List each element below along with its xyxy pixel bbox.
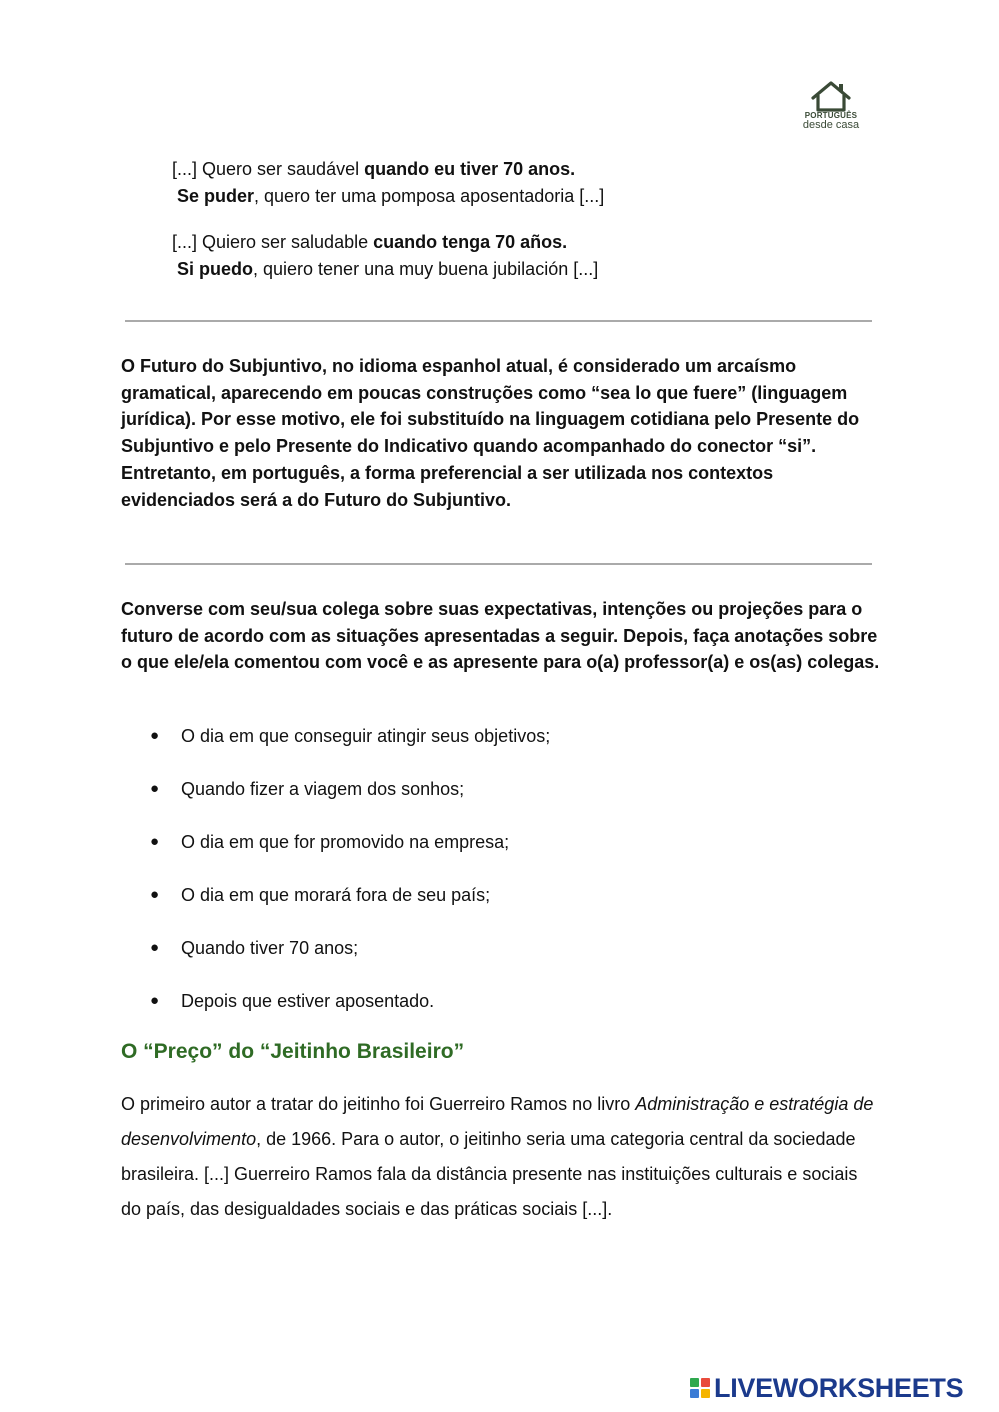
divider-1 [125, 320, 872, 322]
paragraph-text-1: O primeiro autor a tratar do jeitinho foi Guerreiro Ramos no livro [121, 1094, 636, 1114]
list-item [150, 987, 550, 1040]
logo-line-2: desde casa [802, 119, 860, 131]
paragraph-text-2: , de 1966. Para o autor, o jeitinho seria uma categoria central da sociedade brasileira. [...] Guerreiro Ramos fala da distância presente nas instituições culturais e sociais do país, das desigualdades sociais e das práticas sociais [...]. [121, 1129, 858, 1219]
quote-es-emphasis: cuando tenga 70 años. [373, 232, 568, 252]
bullet-icon: ● [150, 780, 160, 797]
bullet-icon: ● [150, 939, 160, 956]
mark-square [701, 1389, 710, 1398]
list-item [150, 722, 550, 775]
list-item-text: Quando tiver 70 anos; [181, 938, 359, 958]
activity-instructions: Converse com seu/sua colega sobre suas expectativas, intenções ou projeções para o futuro de acordo com as situações apresentadas a seguir. Depois, faça anotações sobre o que ele/ela comentou com você e as apresente para o(a) professor(a) e os(as) colegas. [121, 599, 880, 673]
quote-es-line-2 [172, 256, 598, 283]
divider-2 [125, 563, 872, 565]
quote-pt-line-1 [172, 156, 604, 183]
list-item-text: O dia em que conseguir atingir seus objetivos; [181, 726, 551, 746]
logo-line-1: PORTUGUÊS [804, 111, 858, 120]
quote-pt-emphasis-2: Se puder [177, 186, 255, 206]
bullet-icon: ● [150, 992, 160, 1009]
list-item [150, 934, 550, 987]
mark-square [690, 1389, 699, 1398]
quote-portuguese [172, 156, 604, 210]
grammar-note: O Futuro do Subjuntivo, no idioma espanhol atual, é considerado um arcaísmo gramatical, aparecendo em poucas construções como “sea lo que fuere” (linguagem jurídica). Por esse motivo, ele foi substituído na linguagem cotidiana pelo Presente do Subjuntivo e pelo Presente do Indicativo quando acompanhado do conector “si”. Entretanto, em português, a forma preferencial a ser utilizada nos contextos evidenciados será a do Futuro do Subjuntivo. [121, 356, 860, 510]
quote-es-text-2: , quiero tener una muy buena jubilación [...] [253, 259, 599, 279]
liveworksheets-logo [690, 1370, 963, 1406]
bullet-icon: ● [150, 833, 160, 850]
house-icon [809, 80, 853, 112]
quote-pt-text-2: , quero ter uma pomposa aposentadoria [...] [254, 186, 605, 206]
quote-es-emphasis-2: Si puedo [177, 259, 253, 279]
quote-es-line-1 [172, 229, 598, 256]
liveworksheets-wordmark: LIVEWORKSHEETS [714, 1372, 964, 1403]
list-item [150, 775, 550, 828]
situations-list [150, 722, 550, 1040]
list-item-text: Quando fizer a viagem dos sonhos; [181, 779, 465, 799]
book-title: Administração e estratégia de desenvolvimento [121, 1094, 874, 1149]
list-item [150, 881, 550, 934]
quote-spanish [172, 229, 598, 283]
list-item-text: O dia em que for promovido na empresa; [181, 832, 510, 852]
quote-es-text: [...] Quiero ser saludable [172, 232, 374, 252]
mark-square [701, 1378, 710, 1387]
bullet-icon: ● [150, 886, 160, 903]
list-item-text: Depois que estiver aposentado. [181, 991, 435, 1011]
section-title: O “Preço” do “Jeitinho Brasileiro” [121, 1040, 465, 1063]
liveworksheets-mark-icon [690, 1378, 710, 1398]
mark-square [690, 1378, 699, 1387]
quote-pt-emphasis: quando eu tiver 70 anos. [364, 159, 576, 179]
list-item-text: O dia em que morará fora de seu país; [181, 885, 491, 905]
quote-pt-text: [...] Quero ser saudável [172, 159, 365, 179]
list-item [150, 828, 550, 881]
quote-pt-line-2 [172, 183, 604, 210]
bullet-icon: ● [150, 727, 160, 744]
section-paragraph [121, 1087, 881, 1227]
portugues-desde-casa-logo [796, 80, 866, 131]
